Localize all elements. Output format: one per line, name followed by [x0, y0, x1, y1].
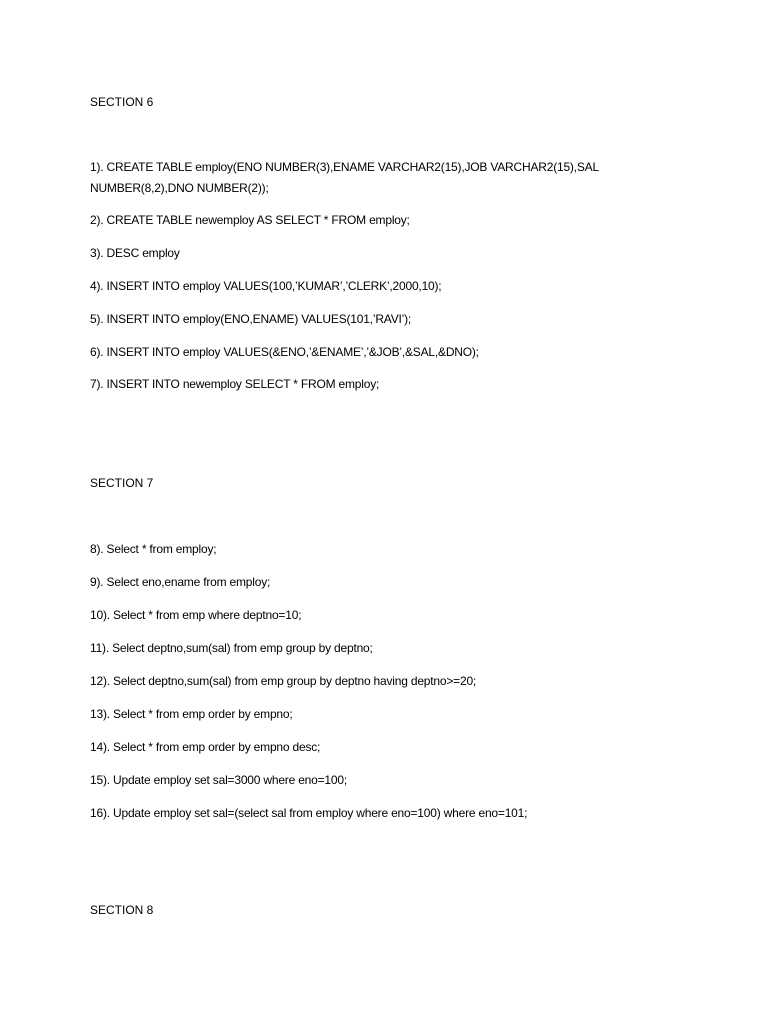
sql-statement: 2). CREATE TABLE newemploy AS SELECT * FROM employ; [90, 213, 410, 227]
sql-statement: 10). Select * from emp where deptno=10; [90, 608, 302, 622]
sql-statement: 5). INSERT INTO employ(ENO,ENAME) VALUES(101,’RAVI’); [90, 312, 412, 326]
section-heading: SECTION 6 [90, 95, 154, 109]
sql-statement: 7). INSERT INTO newemploy SELECT * FROM employ; [90, 377, 380, 391]
sql-statement: 14). Select * from emp order by empno desc; [90, 740, 321, 754]
sql-statement: 9). Select eno,ename from employ; [90, 575, 271, 589]
sql-statement: 4). INSERT INTO employ VALUES(100,’KUMAR’,’CLERK’,2000,10); [90, 279, 442, 293]
sql-statement: 3). DESC employ [90, 246, 180, 260]
sql-statement: 15). Update employ set sal=3000 where eno=100; [90, 773, 347, 787]
section-heading: SECTION 7 [90, 476, 154, 490]
section-heading: SECTION 8 [90, 903, 154, 917]
sql-statement: 16). Update employ set sal=(select sal from employ where eno=100) where eno=101; [90, 806, 528, 820]
sql-statement-continuation: NUMBER(8,2),DNO NUMBER(2)); [90, 181, 269, 195]
sql-statement: 11). Select deptno,sum(sal) from emp group by deptno; [90, 641, 373, 655]
sql-statement: 13). Select * from emp order by empno; [90, 707, 293, 721]
sql-statement: 12). Select deptno,sum(sal) from emp group by deptno having deptno>=20; [90, 674, 477, 688]
sql-statement: 6). INSERT INTO employ VALUES(&ENO,’&ENAME’,’&JOB’,&SAL,&DNO); [90, 345, 479, 359]
sql-statement: 1). CREATE TABLE employ(ENO NUMBER(3),ENAME VARCHAR2(15),JOB VARCHAR2(15),SAL [90, 160, 599, 174]
sql-statement: 8). Select * from employ; [90, 542, 217, 556]
